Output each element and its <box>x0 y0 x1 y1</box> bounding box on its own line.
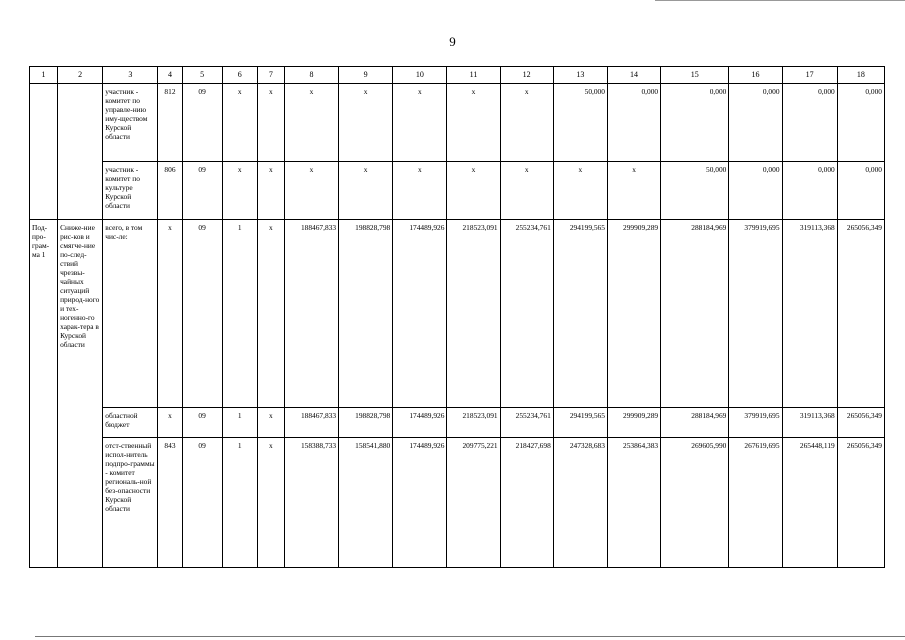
table-cell: 09 <box>182 162 222 220</box>
table-cell: 158388,733 <box>284 438 338 568</box>
table-cell: х <box>339 162 393 220</box>
table-cell: х <box>553 162 607 220</box>
table-cell: 174489,926 <box>393 438 447 568</box>
table-cell: 1 <box>222 438 257 568</box>
sheet-edge-bottom <box>35 636 905 637</box>
table-cell: 319113,368 <box>782 408 837 438</box>
table-cell: 1 <box>222 408 257 438</box>
header-cell: 2 <box>58 67 103 84</box>
table-cell: х <box>393 162 447 220</box>
sheet-edge-top <box>655 0 905 1</box>
participant-label: областной бюджет <box>103 408 158 438</box>
table-cell: х <box>284 84 338 162</box>
table-cell: 0,000 <box>837 162 884 220</box>
table-cell: 265448,119 <box>782 438 837 568</box>
table-cell: х <box>339 84 393 162</box>
budget-table <box>29 66 885 568</box>
table-cell: х <box>158 408 182 438</box>
table-cell: 265056,349 <box>837 438 884 568</box>
table-cell: 0,000 <box>729 162 782 220</box>
header-cell: 6 <box>222 67 257 84</box>
table-cell: 198828,798 <box>339 408 393 438</box>
table-cell: 379919,695 <box>729 220 782 408</box>
table-cell: 269605,990 <box>661 438 729 568</box>
table-cell: 09 <box>182 84 222 162</box>
header-cell: 13 <box>553 67 607 84</box>
table-cell: 198828,798 <box>339 220 393 408</box>
participant-label: участник - комитет по культуре Курской области <box>103 162 158 220</box>
header-cell: 1 <box>30 67 58 84</box>
header-cell: 18 <box>837 67 884 84</box>
header-cell: 14 <box>607 67 660 84</box>
header-cell: 4 <box>158 67 182 84</box>
table-row <box>30 408 885 438</box>
table-cell: х <box>393 84 447 162</box>
table-cell: 188467,833 <box>284 220 338 408</box>
participant-label: отст-ственный испол-нитель подпро-граммы - комитет региональ-ной без-опасности Курской области <box>103 438 158 568</box>
table-cell: х <box>500 84 553 162</box>
table-cell: 209775,221 <box>447 438 500 568</box>
table-cell: 299909,289 <box>607 220 660 408</box>
header-cell: 15 <box>661 67 729 84</box>
empty-cell <box>30 84 58 220</box>
table-cell: 0,000 <box>782 84 837 162</box>
table-cell: х <box>257 408 284 438</box>
table-cell: 288184,969 <box>661 408 729 438</box>
table-cell: 812 <box>158 84 182 162</box>
table-cell: 267619,695 <box>729 438 782 568</box>
table-cell: 379919,695 <box>729 408 782 438</box>
table-cell: 255234,761 <box>500 408 553 438</box>
table-cell: х <box>222 84 257 162</box>
table-cell: 253864,383 <box>607 438 660 568</box>
table-cell: х <box>257 84 284 162</box>
table-cell: х <box>222 162 257 220</box>
table-cell: 319113,368 <box>782 220 837 408</box>
header-cell: 9 <box>339 67 393 84</box>
table-cell: 0,000 <box>729 84 782 162</box>
page-number: 9 <box>449 34 456 49</box>
table-cell: х <box>158 220 182 408</box>
table-cell: 1 <box>222 220 257 408</box>
participant-label: всего, в том чис-ле: <box>103 220 158 408</box>
table-cell: 294199,565 <box>553 220 607 408</box>
header-cell: 3 <box>103 67 158 84</box>
header-cell: 10 <box>393 67 447 84</box>
table-cell: х <box>257 438 284 568</box>
table-cell: 218523,091 <box>447 408 500 438</box>
header-cell: 5 <box>182 67 222 84</box>
table-cell: 50,000 <box>661 162 729 220</box>
table-cell: 188467,833 <box>284 408 338 438</box>
table-cell: х <box>447 84 500 162</box>
header-cell: 8 <box>284 67 338 84</box>
table-cell: х <box>447 162 500 220</box>
table-cell: х <box>284 162 338 220</box>
header-cell: 11 <box>447 67 500 84</box>
table-cell: 265056,349 <box>837 220 884 408</box>
table-cell: 09 <box>182 408 222 438</box>
table-cell: 0,000 <box>837 84 884 162</box>
table-cell: 288184,969 <box>661 220 729 408</box>
table-row <box>30 84 885 162</box>
table-cell: 218523,091 <box>447 220 500 408</box>
table-cell: 50,000 <box>553 84 607 162</box>
table-cell: 255234,761 <box>500 220 553 408</box>
table-row <box>30 162 885 220</box>
table-cell: 174489,926 <box>393 408 447 438</box>
table-cell: 247328,683 <box>553 438 607 568</box>
header-cell: 12 <box>500 67 553 84</box>
empty-cell <box>58 84 103 220</box>
participant-label: участник - комитет по управле-нию иму-ществом Курской области <box>103 84 158 162</box>
table-cell: х <box>607 162 660 220</box>
table-cell: х <box>257 220 284 408</box>
table-cell: 158541,880 <box>339 438 393 568</box>
subprogram-title: Сниже-ние рис-ков и смягче-ние по-след-ствий чрезвы-чайных ситуаций природ-ного и тех-ногенно-го харак-тера в Курской области <box>58 220 103 568</box>
table-cell: 294199,565 <box>553 408 607 438</box>
table-cell: 0,000 <box>782 162 837 220</box>
table-cell: 09 <box>182 220 222 408</box>
table-row <box>30 220 885 408</box>
table-cell: 09 <box>182 438 222 568</box>
table-row <box>30 438 885 568</box>
subprogram-label: Под-про-грам-ма 1 <box>30 220 58 568</box>
table-cell: 0,000 <box>661 84 729 162</box>
table-cell: 843 <box>158 438 182 568</box>
header-cell: 16 <box>729 67 782 84</box>
table-cell: 265056,349 <box>837 408 884 438</box>
table-cell: 299909,289 <box>607 408 660 438</box>
header-row <box>30 67 885 84</box>
table-cell: 0,000 <box>607 84 660 162</box>
table-cell: 806 <box>158 162 182 220</box>
table-cell: х <box>500 162 553 220</box>
table-cell: 174489,926 <box>393 220 447 408</box>
header-cell: 17 <box>782 67 837 84</box>
table-cell: 218427,698 <box>500 438 553 568</box>
table-cell: х <box>257 162 284 220</box>
header-cell: 7 <box>257 67 284 84</box>
